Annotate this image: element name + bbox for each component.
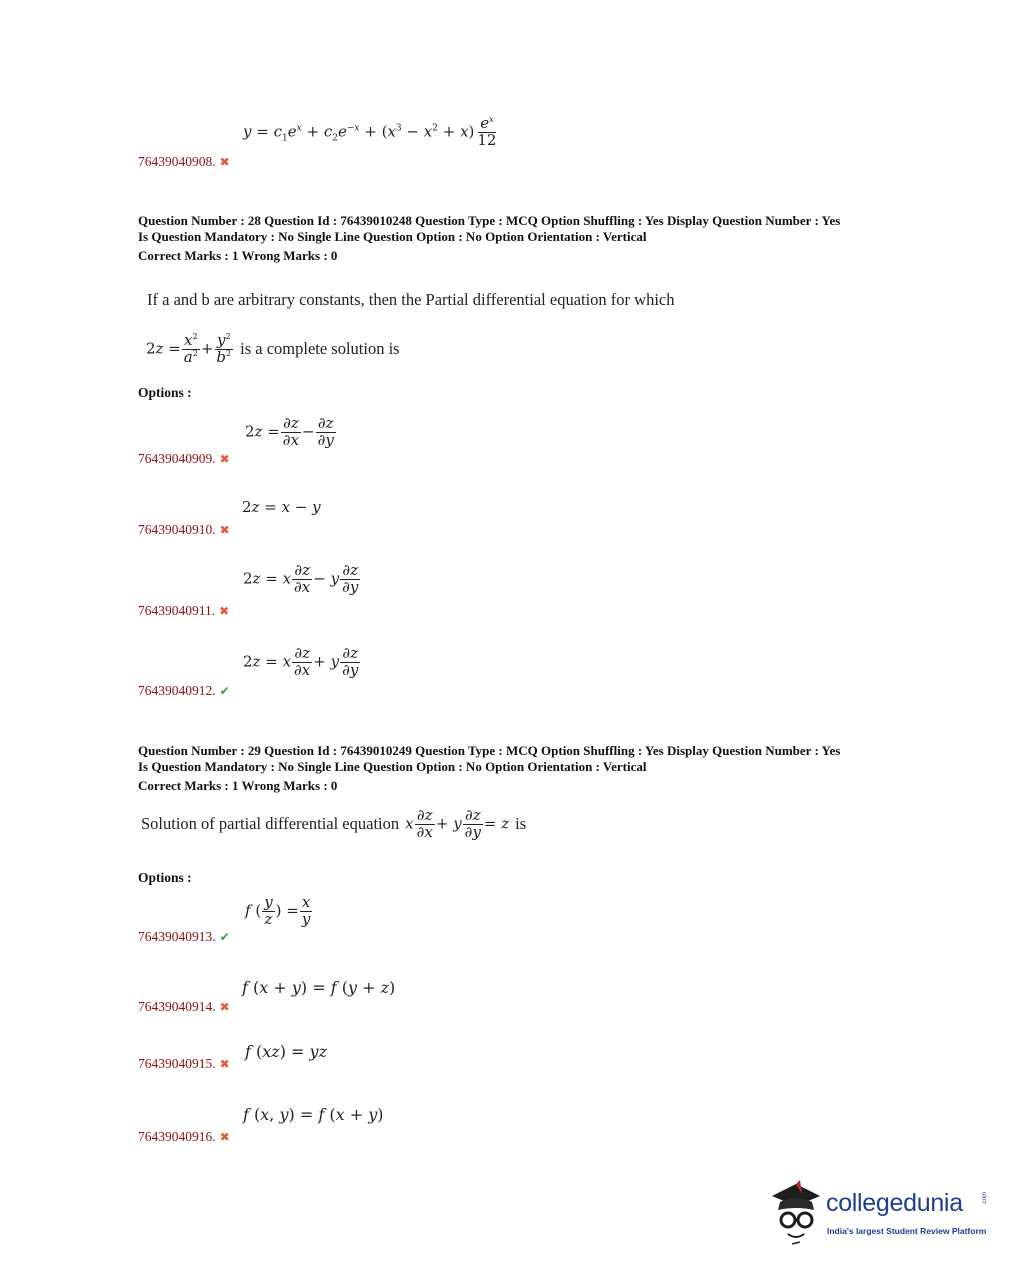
q29-option-4-id: 76439040916. ✖ [138,1129,230,1144]
q28-option-4-id: 76439040912. ✔ [138,683,230,698]
q28-option-2-id: 76439040910. ✖ [138,522,230,537]
q28-option-3-id: 76439040911. ✖ [138,603,230,618]
wrong-icon: ✖ [219,1057,230,1071]
q29-meta: Question Number : 29 Question Id : 76439010249 Question Type : MCQ Option Shuffling : Yes Display Question Number : Yes Is Question Mandatory : No Single Line Question Option : No Option Orientation : Vertical Correct Marks : 1 Wrong Marks : 0 [138,743,841,793]
wrong-icon: ✖ [219,1000,230,1014]
collegedunia-logo [766,1178,996,1248]
prev-option-formula: $y = c_1e^x + c_2e^{-x} + (x^3 - x^2 + x)$ $\frac{e^x}{12}$ [243,114,497,149]
q29-option-3-id: 76439040915. ✖ [138,1056,230,1071]
logo-wordmark: collegedunia [826,1189,963,1217]
option-id-prev: 76439040908. ✖ [138,154,230,169]
q28-option-1-id: 76439040909. ✖ [138,451,230,466]
q29-options-label: Options : [138,870,192,885]
q29-option-1-id: 76439040913. ✔ [138,929,230,944]
q28-options-label: Options : [138,385,192,400]
q28-option-2-formula: 2z = x − y [242,498,321,516]
q28-question-line2: 2z = $\frac{x^2}{a^2}$ + $\frac{y^2}{b^2}$ is a complete solution is [146,331,400,366]
q28-meta: Question Number : 28 Question Id : 76439010248 Question Type : MCQ Option Shuffling : Yes Display Question Number : Yes Is Question Mandatory : No Single Line Question Option : No Option Orientation : Vertical Correct Marks : 1 Wrong Marks : 0 [138,213,841,263]
wrong-icon: ✖ [219,604,230,618]
q29-equation: x $\frac{\partial z}{\partial x}$ + y $\frac{\partial z}{\partial y}$ = z [405,806,510,841]
q29-option-2-id: 76439040914. ✖ [138,999,230,1014]
q28-option-3-formula: 2z = x $\frac{\partial z}{\partial x}$ − y $\frac{\partial z}{\partial y}$ [243,561,359,596]
q29-option-2-formula: f (x + y) = f (y + z) [242,978,396,997]
q29-question: Solution of partial differential equation x $\frac{\partial z}{\partial x}$ + y $\frac{\partial z}{\partial y}$ = z is [141,806,527,841]
wrong-icon: ✖ [219,452,230,466]
q28-option-4-formula: 2z = x $\frac{\partial z}{\partial x}$ + y $\frac{\partial z}{\partial y}$ [243,644,359,679]
q28-solution-formula: 2z = $\frac{x^2}{a^2}$ + $\frac{y^2}{b^2}$ [146,331,232,366]
logo-tagline: India's largest Student Review Platform [827,1226,987,1236]
q29-option-1-formula: f ( $\frac{y}{z}$ ) = $\frac{x}{y}$ [245,893,311,928]
logo-suffix: .com [982,1192,988,1206]
wrong-icon: ✖ [219,523,230,537]
q28-option-1-formula: 2z = $\frac{\partial z}{\partial x}$ − $\frac{\partial z}{\partial y}$ [245,414,334,449]
check-icon: ✔ [219,684,230,698]
q29-option-4-formula: f (x, y) = f (x + y) [243,1105,384,1124]
wrong-icon: ✖ [219,155,230,169]
student-mascot-icon [766,1178,826,1248]
check-icon: ✔ [219,930,230,944]
q28-question-line1: If a and b are arbitrary constants, then the Partial differential equation for which [147,290,675,309]
q29-option-3-formula: f (xz) = yz [245,1042,327,1061]
wrong-icon: ✖ [219,1130,230,1144]
